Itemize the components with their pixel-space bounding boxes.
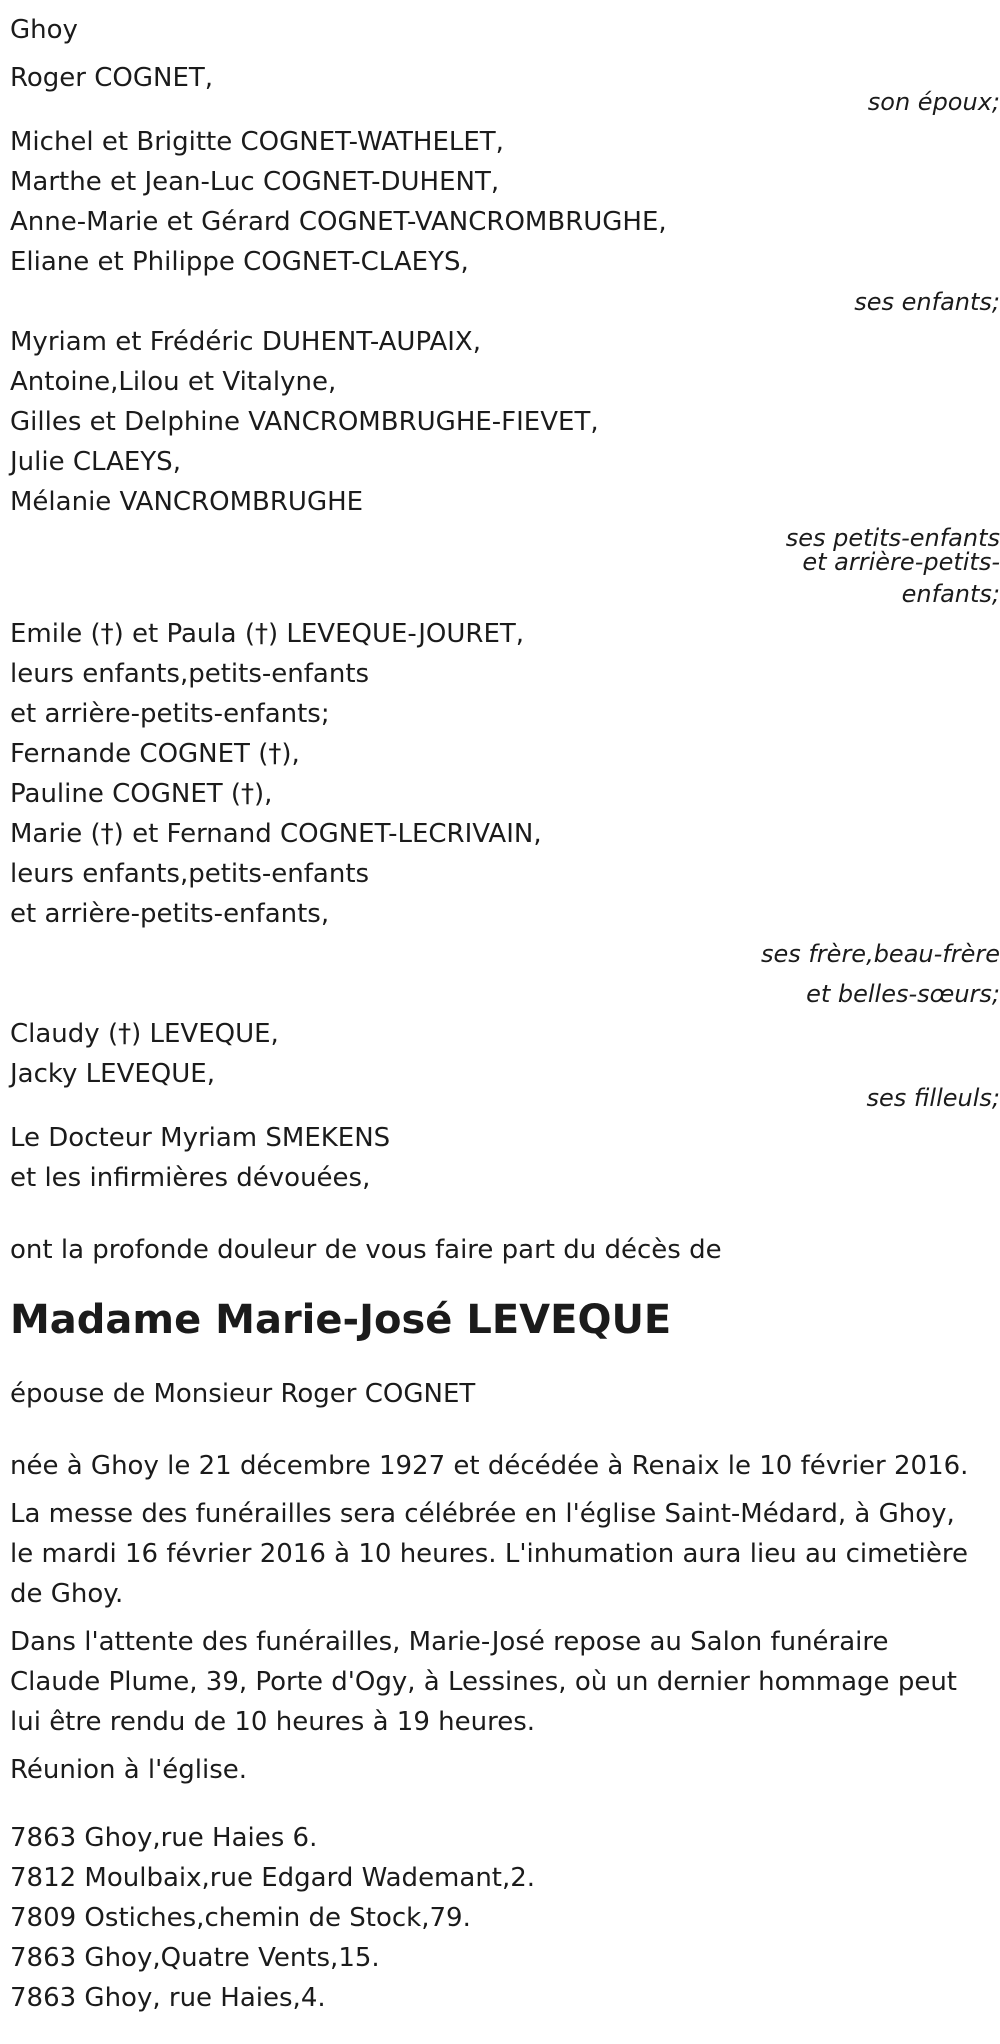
child-line: Marthe et Jean-Luc COGNET-DUHENT, xyxy=(10,167,500,197)
grandchild-line: Julie CLAEYS, xyxy=(10,447,181,477)
godchild-line: Claudy (†) LEVEQUE, xyxy=(10,1019,279,1049)
address-line: 7809 Ostiches,chemin de Stock,79. xyxy=(10,1903,471,1933)
announcement: ont la profonde douleur de vous faire part du décès de xyxy=(10,1235,722,1265)
grandchildren-section xyxy=(10,322,1000,614)
spouse-of: épouse de Monsieur Roger COGNET xyxy=(10,1379,476,1409)
spouse-section xyxy=(10,58,1000,122)
sibling-line: Marie (†) et Fernand COGNET-LECRIVAIN, xyxy=(10,819,542,849)
children-role: ses enfants; xyxy=(854,288,1000,316)
viewing-paragraph: Dans l'attente des funérailles, Marie-José repose au Salon funéraire Claude Plume, 39, Porte d'Ogy, à Lessines, où un dernier hommage peut lui être rendu de 10 heures à 19 heures. xyxy=(10,1627,957,1737)
caregivers-section xyxy=(10,1118,990,1198)
spouse-role: son époux; xyxy=(867,88,1000,116)
address-line: 7863 Ghoy,Quatre Vents,15. xyxy=(10,1943,380,1973)
siblings-section xyxy=(10,614,1000,1014)
grandchild-line: Gilles et Delphine VANCROMBRUGHE-FIEVET, xyxy=(10,407,599,437)
address-line: 7812 Moulbaix,rue Edgard Wademant,2. xyxy=(10,1863,536,1893)
siblings-role-line: ses frère,beau-frère xyxy=(760,940,1000,968)
meeting-paragraph: Réunion à l'église. xyxy=(10,1755,248,1785)
godchildren-section xyxy=(10,1014,1000,1118)
sibling-line: leurs enfants,petits-enfants xyxy=(10,859,370,889)
children-section xyxy=(10,122,1000,322)
caregiver-line: Le Docteur Myriam SMEKENS xyxy=(10,1123,391,1153)
sibling-line: Emile (†) et Paula (†) LEVEQUE-JOURET, xyxy=(10,619,525,649)
sibling-line: et arrière-petits-enfants; xyxy=(10,699,330,729)
address-line: 7863 Ghoy, rue Haies,4. xyxy=(10,1983,326,2013)
godchildren-role: ses filleuls; xyxy=(866,1084,1000,1112)
siblings-role-line: et belles-sœurs; xyxy=(806,980,1000,1008)
birth-death-paragraph: née à Ghoy le 21 décembre 1927 et décédée à Renaix le 10 février 2016. xyxy=(10,1451,969,1481)
funeral-mass-paragraph: La messe des funérailles sera célébrée en l'église Saint-Médard, à Ghoy, le mardi 16 février 2016 à 10 heures. L'inhumation aura lieu au cimetière de Ghoy. xyxy=(10,1499,968,1609)
sibling-line: et arrière-petits-enfants, xyxy=(10,899,330,929)
child-line: Anne-Marie et Gérard COGNET-VANCROMBRUGHE, xyxy=(10,207,667,237)
child-line: Michel et Brigitte COGNET-WATHELET, xyxy=(10,127,504,157)
sibling-line: Pauline COGNET (†), xyxy=(10,779,273,809)
place-heading: Ghoy xyxy=(10,15,78,45)
grandchildren-role-line: ses petits-enfants xyxy=(785,524,1000,552)
grandchildren-role-line: et arrière-petits- xyxy=(802,548,1000,576)
grandchildren-role-line: enfants; xyxy=(901,580,1000,608)
deceased-name: Madame Marie-José LEVEQUE xyxy=(10,1297,672,1343)
addresses-section xyxy=(10,1818,990,2018)
spouse-line: Roger COGNET, xyxy=(10,63,214,93)
child-line: Eliane et Philippe COGNET-CLAEYS, xyxy=(10,247,469,277)
sibling-line: leurs enfants,petits-enfants xyxy=(10,659,370,689)
godchild-line: Jacky LEVEQUE, xyxy=(10,1059,215,1089)
grandchild-line: Myriam et Frédéric DUHENT-AUPAIX, xyxy=(10,327,482,357)
grandchild-line: Mélanie VANCROMBRUGHE xyxy=(10,487,364,517)
address-line: 7863 Ghoy,rue Haies 6. xyxy=(10,1823,318,1853)
sibling-line: Fernande COGNET (†), xyxy=(10,739,300,769)
caregiver-line: et les infirmières dévouées, xyxy=(10,1163,371,1193)
grandchild-line: Antoine,Lilou et Vitalyne, xyxy=(10,367,337,397)
